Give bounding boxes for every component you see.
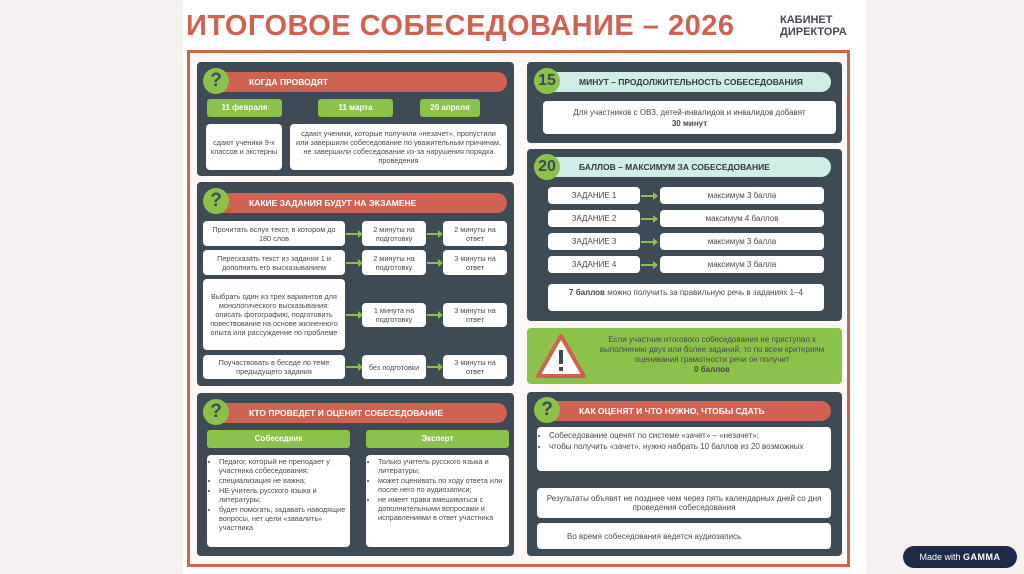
warning-text: Если участник итогового собеседования не приступал к выполнению двух или более заданий, то по всем критериям оценивания грамотности речи он получит (599, 335, 825, 364)
points-task-2: ЗАДАНИЕ 2 (548, 210, 640, 227)
brand-line1: КАБИНЕТ (780, 14, 833, 26)
task-answer-1: 2 минуты на ответ (443, 221, 507, 246)
task-prep-2: 2 минуты на подготовку (362, 250, 426, 275)
list-item: • Собеседование оценят по системе «зачет» – «незачет»; (549, 431, 804, 441)
warning-icon (535, 333, 587, 379)
arrow-icon (346, 233, 359, 235)
made-with-gamma-badge[interactable] (903, 546, 1017, 568)
speech-points-note (548, 284, 824, 311)
when-text-2: сдают ученики, которые получили «незачет», пропустили или завершили собеседование по уважительным причинам, не завершили собеседование из-за нарушения порядка проведения (290, 124, 507, 170)
grading-header: КАК ОЦЕНЯТ И ЧТО НУЖНО, ЧТОБЫ СДАТЬ (537, 401, 831, 421)
arrow-icon (641, 264, 654, 266)
interviewer-list (207, 455, 350, 547)
points-task-3: ЗАДАНИЕ 3 (548, 233, 640, 250)
points-max-1: максимум 3 балла (660, 187, 824, 204)
speech-points-bold: 7 баллов (569, 288, 605, 297)
points-task-1: ЗАДАНИЕ 1 (548, 187, 640, 204)
arrow-icon (427, 314, 439, 316)
brand-line2: ДИРЕКТОРА (780, 26, 847, 38)
task-row-3: Выбрать один из трех вариантов для монологического высказывания: описать фотографию, подготовить повествование на основе жизненного опыта или рассуждение по проблеме (203, 279, 345, 350)
task-prep-1: 2 минуты на подготовку (362, 221, 426, 246)
duration-text-main: Для участников с ОВЗ, детей-инвалидов и инвалидов добавят (573, 107, 806, 117)
arrow-icon (346, 314, 359, 316)
list-item: • специализация не важна; (219, 476, 346, 485)
arrow-icon (641, 218, 654, 220)
arrow-icon (641, 241, 654, 243)
grading-list (537, 427, 831, 471)
list-item: • НЕ учитель русского языка и литературы; (219, 486, 346, 504)
expert-title: Эксперт (366, 430, 509, 448)
date-mar: 11 марта (318, 99, 393, 117)
tasks-header: КАКИЕ ЗАДАНИЯ БУДУТ НА ЭКЗАМЕНЕ (207, 193, 507, 213)
made-with-label: Made with (919, 552, 961, 562)
task-answer-4: 3 минуты на ответ (443, 355, 507, 379)
task-answer-3: 3 минуты на ответ (443, 303, 507, 327)
arrow-icon (427, 262, 439, 264)
duration-text (543, 101, 836, 134)
list-item: • может оценивать по ходу ответа или после него по аудиозаписи; (378, 476, 505, 494)
list-item: • Педагог, который не преподает у участника собеседования; (219, 457, 346, 475)
duration-header: МИНУТ – ПРОДОЛЖИТЕЛЬНОСТЬ СОБЕСЕДОВАНИЯ (537, 72, 831, 92)
task-row-4: Поучаствовать в беседе по теме предыдущего задания (203, 355, 345, 379)
points-header: БАЛЛОВ – МАКСИМУМ ЗА СОБЕСЕДОВАНИЕ (537, 157, 831, 177)
who-header: КТО ПРОВЕДЕТ И ОЦЕНИТ СОБЕСЕДОВАНИЕ (207, 403, 507, 423)
page-title: ИТОГОВОЕ СОБЕСЕДОВАНИЕ – 2026 (186, 10, 735, 42)
points-task-4: ЗАДАНИЕ 4 (548, 256, 640, 273)
arrow-icon (346, 262, 359, 264)
list-item: • Только учитель русского языка и литературы; (378, 457, 505, 475)
question-icon: ? (203, 68, 229, 94)
question-icon: ? (534, 397, 560, 423)
arrow-icon (427, 366, 439, 368)
warning-text-block (586, 335, 838, 375)
results-note: Результаты объявят не позднее чем через пять календарных дней со дня проведения собеседования (537, 488, 831, 518)
interviewer-title: Собеседник (207, 430, 350, 448)
gamma-logo: GAMMA (963, 552, 1001, 562)
points-max-2: максимум 4 баллов (660, 210, 824, 227)
question-icon: ? (203, 188, 229, 214)
warning-bold: 0 баллов (694, 365, 730, 374)
duration-text-bold: 30 минут (671, 118, 708, 128)
brand-logo (780, 14, 847, 38)
task-row-2: Пересказать текст из задания 1 и дополнить его высказыванием (203, 250, 345, 275)
arrow-icon (346, 366, 359, 368)
points-max-4: максимум 3 балла (660, 256, 824, 273)
task-prep-4: без подготовки (362, 355, 426, 379)
arrow-icon (641, 195, 654, 197)
list-item: • не имеет права вмешиваться с дополнительными вопросами и исправлениями в ответ участника (378, 495, 505, 522)
date-apr: 20 апреля (420, 99, 480, 117)
points-number: 20 (534, 154, 560, 180)
task-prep-3: 1 минута на подготовку (362, 303, 426, 327)
speech-points-text: можно получить за правильную речь в заданиях 1–4 (607, 288, 803, 297)
expert-list (366, 455, 509, 547)
duration-number: 15 (534, 68, 560, 94)
task-row-1: Прочитать вслух текст, в котором до 180 слов (203, 221, 345, 246)
when-text-1: сдают ученики 9-х классов и экстерны (206, 124, 282, 170)
date-feb: 11 февраля (207, 99, 282, 117)
audio-note: Во время собеседования ведется аудиозапись (537, 523, 831, 549)
points-max-3: максимум 3 балла (660, 233, 824, 250)
task-answer-2: 3 минуты на ответ (443, 250, 507, 275)
question-icon: ? (203, 399, 229, 425)
list-item: • будет помогать, задавать наводящие вопросы, нет цели «завалить» участника (219, 505, 346, 532)
when-header: КОГДА ПРОВОДЯТ (207, 72, 507, 92)
arrow-icon (427, 233, 439, 235)
list-item: • чтобы получить «зачет», нужно набрать 10 баллов из 20 возможных (549, 442, 804, 452)
